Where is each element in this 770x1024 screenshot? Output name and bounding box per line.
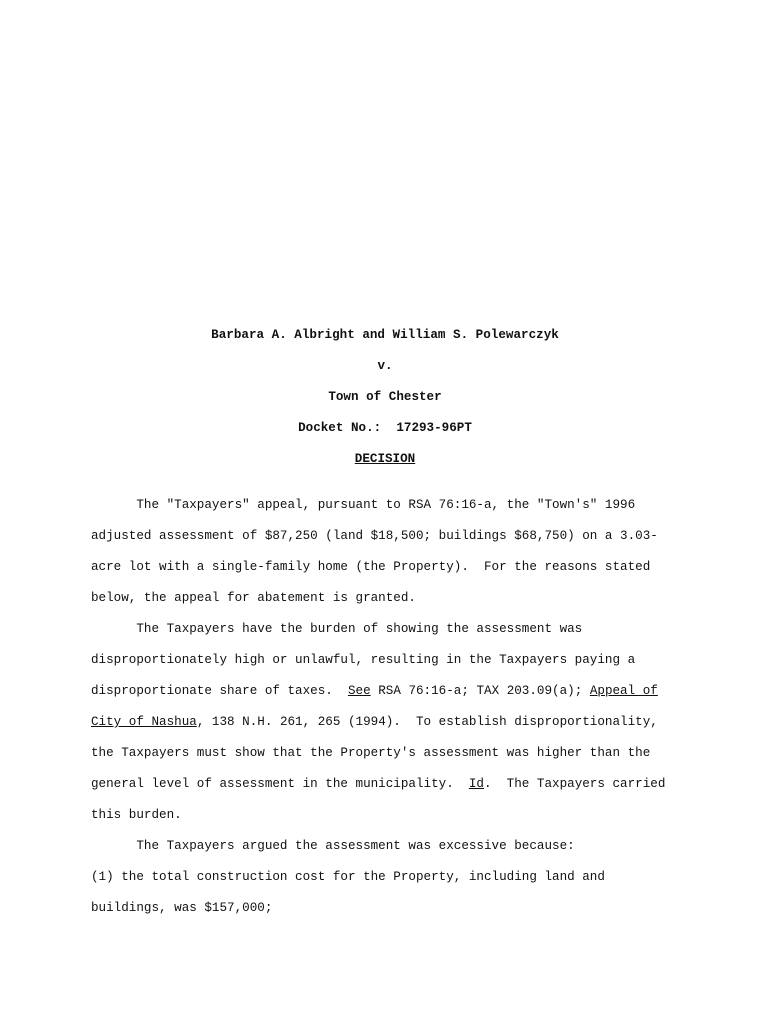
body-text: general level of assessment in the municipality. bbox=[91, 777, 469, 791]
body-text: below, the appeal for abatement is granted. bbox=[91, 591, 416, 605]
body-line bbox=[91, 777, 665, 791]
body-line bbox=[91, 715, 658, 729]
body-text: The Taxpayers have the burden of showing the assessment was bbox=[91, 622, 583, 636]
body-line bbox=[91, 653, 635, 667]
body-text: acre lot with a single-family home (the Property). For the reasons stated bbox=[91, 560, 651, 574]
body-line bbox=[91, 901, 272, 915]
body-text: disproportionately high or unlawful, resulting in the Taxpayers paying a bbox=[91, 653, 636, 667]
citation-text: See bbox=[347, 684, 371, 698]
body-line bbox=[91, 808, 182, 822]
body-text: . The Taxpayers carried bbox=[484, 777, 666, 791]
body-text: the Taxpayers must show that the Property's assessment was higher than the bbox=[91, 746, 651, 760]
body-line bbox=[91, 560, 650, 574]
decision-heading: DECISION bbox=[354, 452, 416, 466]
citation-text: Id bbox=[468, 777, 484, 791]
body-line bbox=[91, 839, 575, 853]
caption-parties: Barbara A. Albright and William S. Polewarczyk bbox=[211, 328, 559, 342]
body-line bbox=[91, 498, 635, 512]
body-line bbox=[91, 870, 605, 884]
body-line bbox=[91, 622, 582, 636]
body-line bbox=[91, 684, 658, 698]
caption-respondent: Town of Chester bbox=[328, 390, 442, 404]
body-text: buildings, was $157,000; bbox=[91, 901, 273, 915]
body-line bbox=[91, 529, 658, 543]
body-text: (1) the total construction cost for the Property, including land and bbox=[91, 870, 605, 884]
body-line bbox=[91, 591, 416, 605]
body-text: RSA 76:16-a; TAX 203.09(a); bbox=[370, 684, 590, 698]
docket-number: Docket No.: 17293-96PT bbox=[298, 421, 472, 435]
body-text: The Taxpayers argued the assessment was excessive because: bbox=[91, 839, 575, 853]
body-text: disproportionate share of taxes. bbox=[91, 684, 348, 698]
citation-text: City of Nashua bbox=[91, 715, 197, 729]
body-text: adjusted assessment of $87,250 (land $18,500; buildings $68,750) on a 3.03- bbox=[91, 529, 658, 543]
body-line bbox=[91, 746, 650, 760]
citation-text: Appeal of bbox=[589, 684, 658, 698]
body-text: this burden. bbox=[91, 808, 182, 822]
body-text: , 138 N.H. 261, 265 (1994). To establish disproportionality, bbox=[196, 715, 658, 729]
body-text: The "Taxpayers" appeal, pursuant to RSA 76:16-a, the "Town's" 1996 bbox=[91, 498, 636, 512]
caption-versus: v. bbox=[377, 359, 393, 373]
